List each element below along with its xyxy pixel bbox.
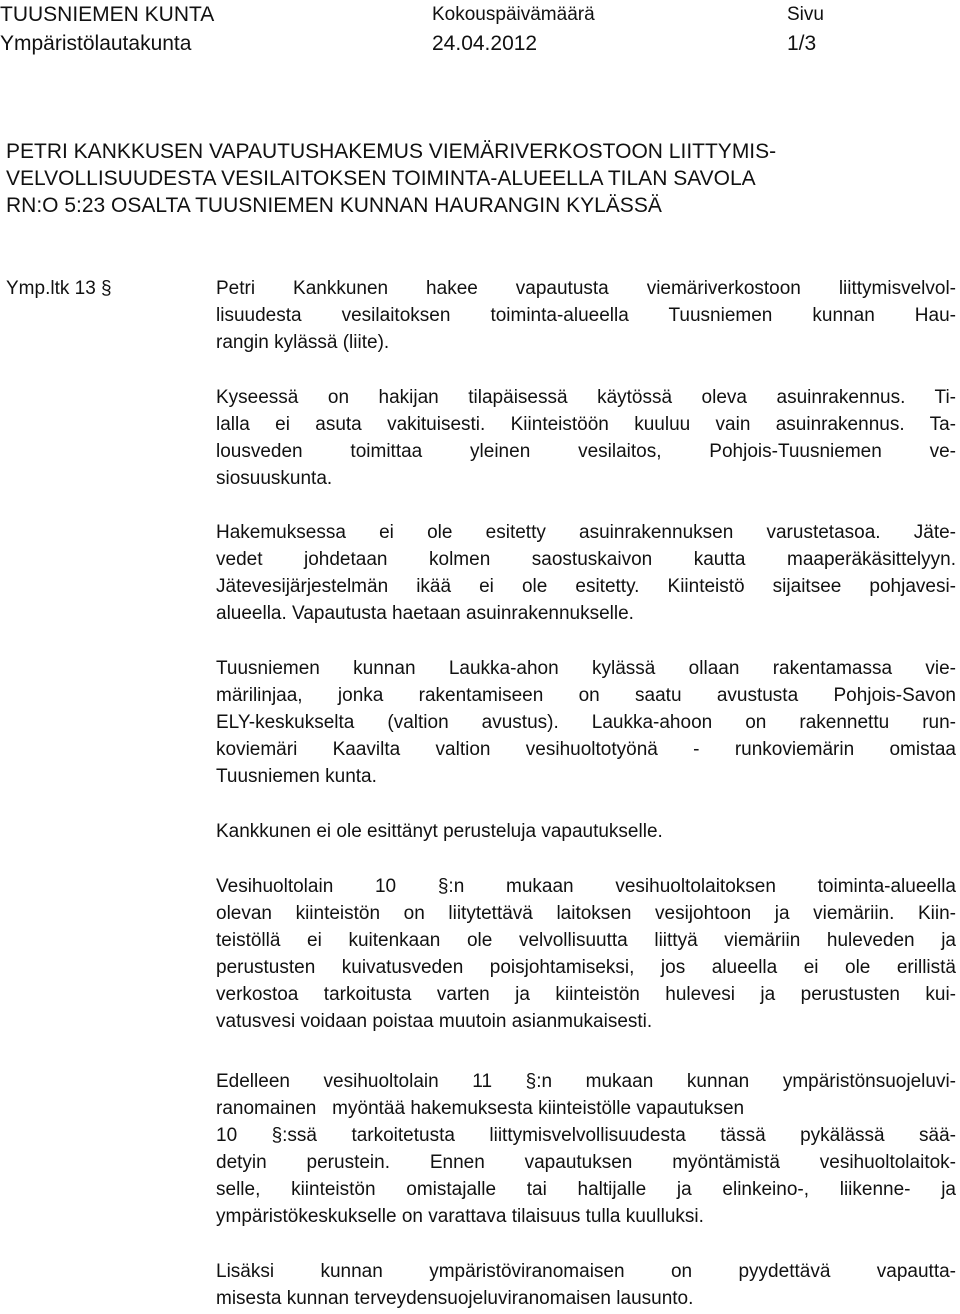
text-line: Jätevesijärjestelmän ikää ei ole esitetty. Kiinteistö sijaitsee pohjavesi- (216, 576, 956, 597)
header-page-number: 1/3 (787, 32, 817, 55)
text-line: ELY-keskukselta (valtion avustus). Laukka-ahoon on rakennettu run- (216, 712, 956, 733)
text-line: lousveden toimittaa yleinen vesilaitos, Pohjois-Tuusniemen ve- (216, 441, 956, 462)
paragraph-law-section-10 (216, 873, 956, 1035)
paragraph-health-authority (216, 1258, 956, 1312)
text-line: Petri Kankkunen hakee vapautusta viemäriverkostoon liittymisvelvol- (216, 278, 956, 299)
text-line: Edelleen vesihuoltolain 11 §:n mukaan kunnan ympäristönsuojeluvi- (216, 1071, 956, 1092)
text-line: verkostoa tarkoitusta varten ja kiinteistön hulevesi ja perustusten kui- (216, 984, 956, 1005)
title-line: RN:O 5:23 OSALTA TUUSNIEMEN KUNNAN HAURANGIN KYLÄSSÄ (6, 194, 662, 217)
text-line: perustusten kuivatusveden poisjohtamiseksi, jos alueella ei ole erillistä (216, 957, 956, 978)
text-line: märilinjaa, jonka rakentamiseen on saatu avustusta Pohjois-Savon (216, 685, 956, 706)
text-line: Tuusniemen kunta. (216, 766, 377, 787)
document-title (6, 138, 946, 219)
text-line: rangin kylässä (liite). (216, 332, 390, 353)
text-line: detyin perustein. Ennen vapautuksen myöntämistä vesihuoltolaitok- (216, 1152, 956, 1173)
text-line: koviemäri Kaavilta valtion vesihuoltotyönä - runkoviemärin omistaa (216, 739, 956, 760)
text-line: ranomainen myöntää hakemuksesta kiinteistölle vapautuksen (216, 1098, 745, 1119)
paragraph-building (216, 384, 956, 492)
text-line: Vesihuoltolain 10 §:n mukaan vesihuoltolaitoksen toiminta-alueella (216, 876, 956, 897)
text-line: alueella. Vapautusta haetaan asuinrakennukselle. (216, 603, 634, 624)
text-line: vedet johdetaan kolmen saostuskaivon kautta maaperäkäsittelyyn. (216, 549, 956, 570)
text-line: teistöllä ei kuitenkaan ole velvollisuutta liittyä viemäriin huleveden ja (216, 930, 956, 951)
paragraph-sewer-line (216, 655, 956, 790)
paragraph-law-section-11 (216, 1068, 956, 1230)
section-reference: Ymp.ltk 13 § (6, 278, 112, 299)
text-line: ympäristökeskukselle on varattava tilaisuus tulla kuulluksi. (216, 1206, 704, 1227)
text-line: 10 §:ssä tarkoitetusta liittymisvelvollisuudesta tässä pykälässä sää- (216, 1125, 956, 1146)
paragraph-no-grounds (216, 818, 956, 845)
text-line: Hakemuksessa ei ole esitetty asuinrakennuksen varustetasoa. Jäte- (216, 522, 956, 543)
text-line: lalla ei asuta vakituisesti. Kiinteistöön kuuluu vain asuinrakennus. Ta- (216, 414, 956, 435)
text-line: siosuuskunta. (216, 468, 333, 489)
text-line: Kyseessä on hakijan tilapäisessä käytössä oleva asuinrakennus. Ti- (216, 387, 956, 408)
paragraph-application (216, 275, 956, 356)
text-line: Lisäksi kunnan ympäristöviranomaisen on pyydettävä vapautta- (216, 1261, 956, 1282)
text-line: vatusvesi voidaan poistaa muutoin asianmukaisesti. (216, 1011, 653, 1032)
header-date-label: Kokouspäivämäärä (432, 4, 595, 25)
paragraph-wastewater (216, 519, 956, 627)
title-line: PETRI KANKKUSEN VAPAUTUSHAKEMUS VIEMÄRIVERKOSTOON LIITTYMIS- (6, 140, 777, 163)
text-line: misesta kunnan terveydensuojeluviranomaisen lausunto. (216, 1288, 694, 1309)
header-date: 24.04.2012 (432, 32, 538, 55)
header-org: TUUSNIEMEN KUNTA (0, 3, 215, 26)
header-page-label: Sivu (787, 4, 824, 25)
text-line: Tuusniemen kunnan Laukka-ahon kylässä ollaan rakentamassa vie- (216, 658, 956, 679)
text-line: Kankkunen ei ole esittänyt perusteluja vapautukselle. (216, 821, 663, 842)
title-line: VELVOLLISUUDESTA VESILAITOKSEN TOIMINTA-ALUEELLA TILAN SAVOLA (6, 167, 756, 190)
text-line: lisuudesta vesilaitoksen toiminta-alueella Tuusniemen kunnan Hau- (216, 305, 956, 326)
text-line: olevan kiinteistön on liitytettävä laitoksen vesijohtoon ja viemäriin. Kiin- (216, 903, 956, 924)
text-line: selle, kiinteistön omistajalle tai haltijalle ja elinkeino-, liikenne- ja (216, 1179, 956, 1200)
header-department: Ympäristölautakunta (0, 32, 192, 55)
